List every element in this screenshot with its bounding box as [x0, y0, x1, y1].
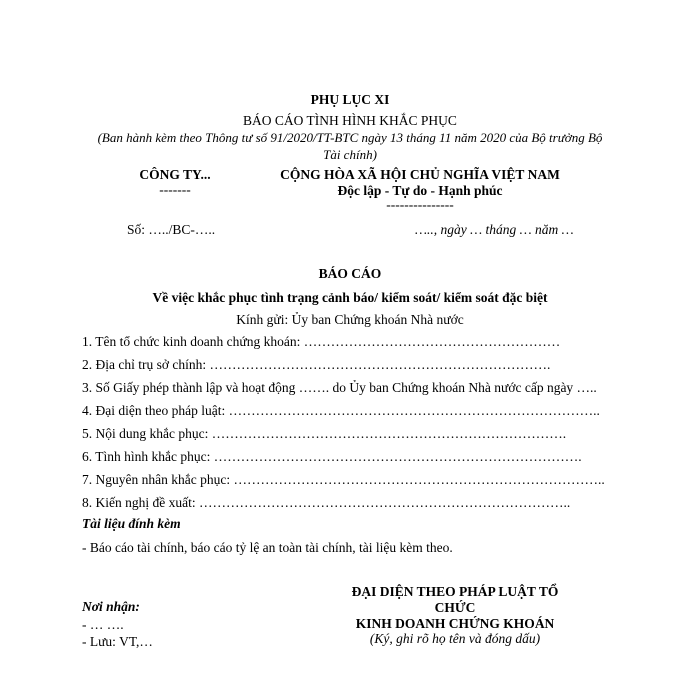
company-divider: -------: [159, 182, 191, 197]
report-item-remedy-content: 5. Nội dung khắc phục: …………………………………………………………………….: [82, 426, 567, 441]
report-item-license: 3. Số Giấy phép thành lập và hoạt động ……. do Ủy ban Chứng khoán Nhà nước cấp ngày …..: [82, 380, 597, 395]
signature-title-line1: ĐẠI DIỆN THEO PHÁP LUẬT TỔ: [351, 584, 559, 599]
signature-note: (Ký, ghi rõ họ tên và đóng dấu): [369, 631, 541, 646]
report-item-remedy-status: 6. Tình hình khắc phục: ……………………………………………………………………….: [82, 449, 582, 464]
report-subject: Về việc khắc phục tình trạng cảnh báo/ kiểm soát/ kiểm soát đặc biệt: [152, 290, 548, 305]
motto-divider: ---------------: [386, 197, 454, 212]
recipients-line1: - … ….: [82, 617, 124, 632]
nation-title: CỘNG HÒA XÃ HỘI CHỦ NGHĨA VIỆT NAM: [280, 167, 560, 182]
recipients-line2: - Lưu: VT,…: [82, 634, 153, 649]
form-title: BÁO CÁO TÌNH HÌNH KHẮC PHỤC: [243, 113, 457, 128]
document-date: ….., ngày … tháng … năm …: [415, 222, 574, 237]
nation-motto: Độc lập - Tự do - Hạnh phúc: [337, 183, 503, 198]
signature-title-line2: CHỨC: [434, 600, 476, 615]
attachments-text: - Báo cáo tài chính, báo cáo tỷ lệ an toàn tài chính, tài liệu kèm theo.: [82, 540, 453, 555]
report-item-proposal: 8. Kiến nghị đề xuất: ………………………………………………………………………..: [82, 495, 571, 510]
issuance-note-line2: Tài chính): [323, 147, 377, 162]
report-item-legal-rep: 4. Đại diện theo pháp luật: ………………………………………………………………………..: [82, 403, 600, 418]
report-recipient: Kính gửi: Ủy ban Chứng khoán Nhà nước: [236, 312, 464, 327]
report-title: BÁO CÁO: [318, 266, 382, 281]
document-number: Số: …../BC-…..: [127, 222, 216, 237]
appendix-label: PHỤ LỤC XI: [310, 92, 390, 107]
company-name: CÔNG TY...: [139, 167, 211, 182]
report-item-remedy-cause: 7. Nguyên nhân khắc phục: ………………………………………………………………………..: [82, 472, 605, 487]
recipients-title: Nơi nhận:: [82, 599, 140, 614]
attachments-title: Tài liệu đính kèm: [82, 516, 181, 531]
report-item-address: 2. Địa chỉ trụ sở chính: ………………………………………………………………….: [82, 357, 551, 372]
signature-title-line3: KINH DOANH CHỨNG KHOÁN: [355, 616, 555, 631]
issuance-note-line1: (Ban hành kèm theo Thông tư số 91/2020/TT-BTC ngày 13 tháng 11 năm 2020 của Bộ trưởng Bộ: [97, 130, 603, 145]
report-item-company: 1. Tên tổ chức kinh doanh chứng khoán: …………………………………………………: [82, 334, 561, 349]
